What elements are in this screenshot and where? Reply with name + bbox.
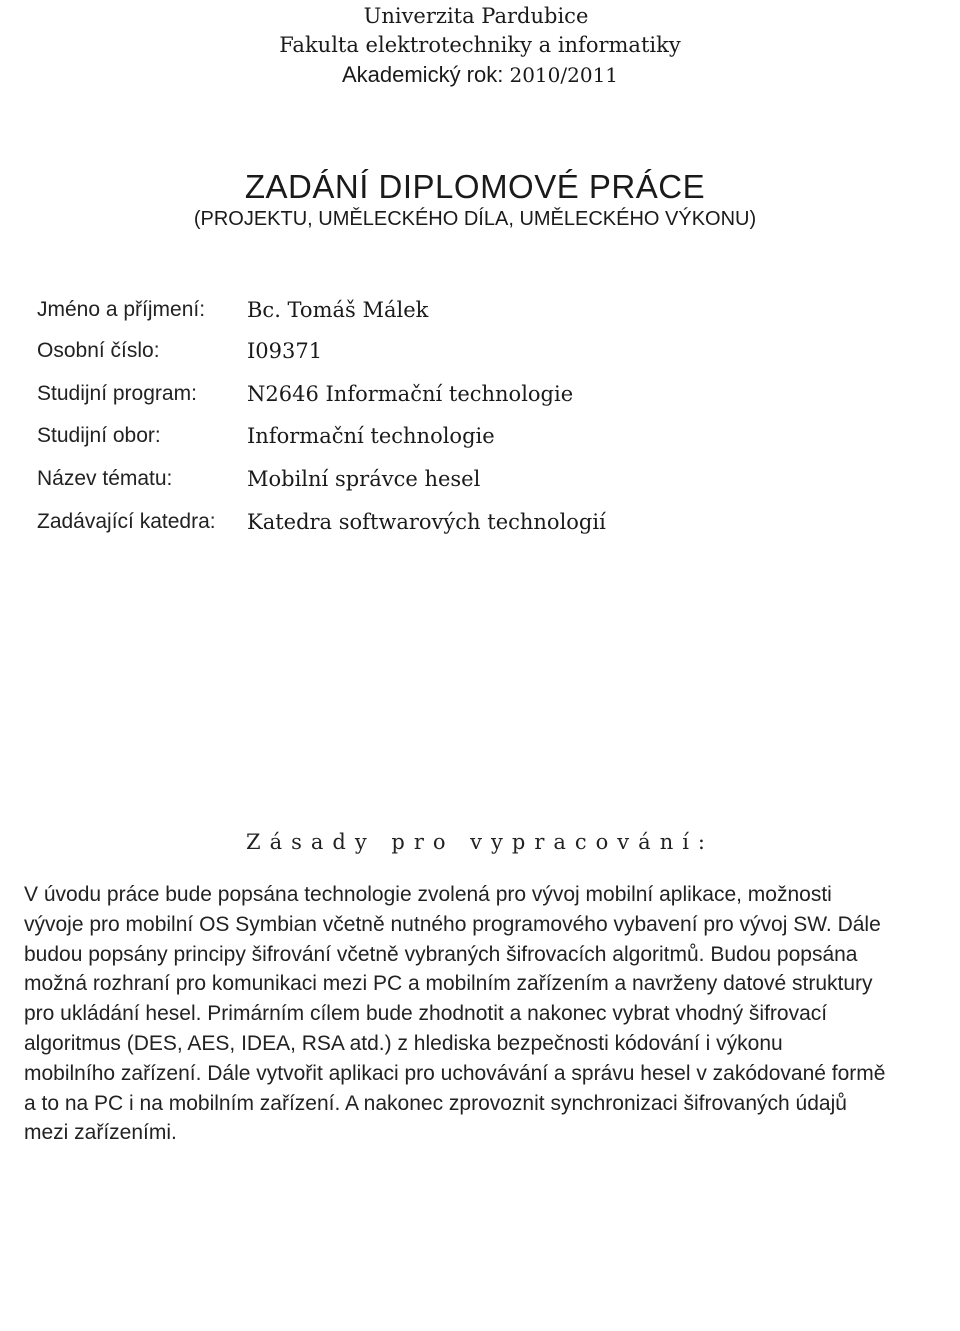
info-label: Studijní program: bbox=[37, 382, 197, 405]
body-line: algoritmus (DES, AES, IDEA, RSA atd.) z hlediska bezpečnosti kódování i výkonu bbox=[24, 1031, 783, 1055]
document-subtitle: (PROJEKTU, UMĚLECKÉHO DÍLA, UMĚLECKÉHO VÝKONU) bbox=[193, 208, 757, 230]
info-value: Informační technologie bbox=[247, 424, 495, 448]
section-heading: Zásady pro vypracování: bbox=[245, 830, 715, 854]
info-value: N2646 Informační technologie bbox=[247, 382, 574, 406]
info-value: Bc. Tomáš Málek bbox=[247, 298, 429, 322]
info-row-study-program bbox=[37, 382, 937, 416]
info-row-department bbox=[37, 510, 937, 544]
body-line: V úvodu práce bude popsána technologie zvolená pro vývoj mobilní aplikace, možnosti bbox=[24, 883, 832, 906]
info-value: Katedra softwarových technologií bbox=[247, 510, 606, 534]
info-value: Mobilní správce hesel bbox=[247, 467, 481, 491]
info-label: Studijní obor: bbox=[37, 424, 161, 447]
info-row-name bbox=[37, 298, 937, 332]
body-line: možná rozhraní pro komunikaci mezi PC a mobilním zařízením a navrženy datové struktury bbox=[24, 972, 873, 996]
info-row-personal-number bbox=[37, 339, 937, 373]
university-name: Univerzita Pardubice bbox=[363, 4, 589, 28]
body-line: pro ukládání hesel. Primárním cílem bude zhodnotit a nakonec vybrat vhodný šifrovací bbox=[24, 1002, 828, 1026]
info-label: Osobní číslo: bbox=[37, 339, 160, 362]
body-line: budou popsány principy šifrování včetně vybraných šifrovacích algoritmů. Budou popsána bbox=[24, 942, 858, 966]
body-line: mezi zařízeními. bbox=[24, 1121, 177, 1145]
section-body bbox=[24, 880, 924, 1148]
academic-year-label: Akademický rok: bbox=[341, 62, 504, 87]
info-value: I09371 bbox=[247, 339, 323, 363]
info-row-topic bbox=[37, 467, 937, 501]
info-label: Název tématu: bbox=[37, 467, 173, 490]
body-line: mobilního zařízení. Dále vytvořit aplikaci pro uchovávání a správu hesel v zakódované formě bbox=[24, 1061, 886, 1085]
info-label: Zadávající katedra: bbox=[37, 510, 216, 533]
body-line: vývoje pro mobilní OS Symbian včetně nutného programového vybavení pro vývoj SW. Dále bbox=[24, 912, 881, 936]
faculty-name: Fakulta elektrotechniky a informatiky bbox=[279, 33, 681, 57]
academic-year bbox=[0, 62, 960, 88]
document-title: ZADÁNÍ DIPLOMOVÉ PRÁCE bbox=[244, 168, 706, 205]
academic-year-value: 2010/2011 bbox=[509, 63, 619, 87]
body-line: a to na PC i na mobilním zařízení. A nakonec zprovoznit synchronizaci šifrovaných údajů bbox=[24, 1091, 847, 1115]
info-row-study-field bbox=[37, 424, 937, 458]
info-label: Jméno a příjmení: bbox=[37, 298, 206, 321]
